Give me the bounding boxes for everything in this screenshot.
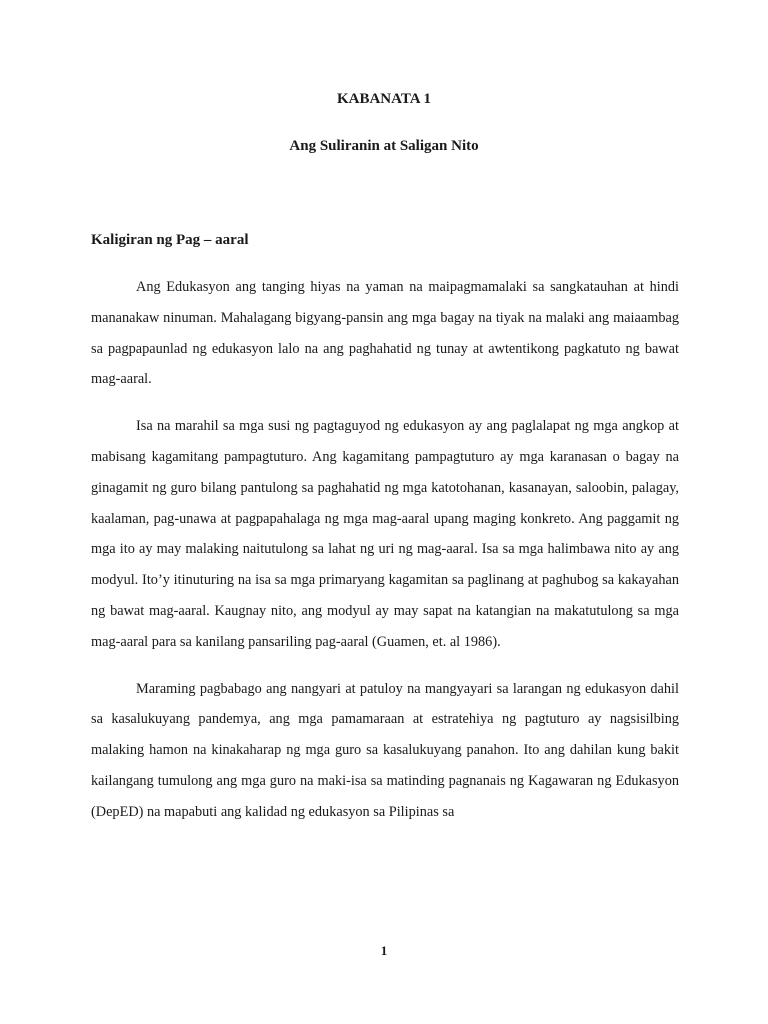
paragraph: Isa na marahil sa mga susi ng pagtaguyod ng edukasyon ay ang paglalapat ng mga angkop at mabisang kagamitang pampagtuturo. Ang kagamitang pampagtuturo ay mga karanasan o bagay na ginagamit ng guro bilang pantulong sa paghahatid ng mga katotohanan, kasanayan, saloobin, palagay, kaalaman, pag-unawa at pagpapahalaga ng mga mag-aaral upang maging konkreto. Ang paggamit ng mga ito ay may malaking naitutulong sa lahat ng uri ng mag-aaral. Isa sa mga halimbawa nito ay ang modyul. Ito’y itinuturing na isa sa mga primaryang kagamitan sa paglinang at paghubog sa kakayahan ng bawat mag-aaral. Kaugnay nito, ang modyul ay may sapat na katangian na makatutulong sa mga mag-aaral para sa kanilang pansariling pag-aaral (Guamen, et. al 1986). bbox=[91, 418, 679, 650]
section-heading: Kaligiran ng Pag – aaral bbox=[91, 232, 249, 248]
chapter-title: KABANATA 1 bbox=[336, 91, 432, 107]
paragraph: Ang Edukasyon ang tanging hiyas na yaman na maipagmamalaki sa sangkatauhan at hindi mananakaw ninuman. Mahalagang bigyang-pansin ang mga bagay na tiyak na malaki ang maiaambag sa pagpapaunlad ng edukasyon lalo na ang paghahatid ng tunay at awtentikong pagkatuto ng bawat mag-aaral. bbox=[91, 279, 679, 388]
body-text bbox=[91, 272, 679, 844]
page-number: 1 bbox=[380, 943, 388, 958]
chapter-subtitle: Ang Suliranin at Saligan Nito bbox=[289, 138, 479, 154]
paragraph: Maraming pagbabago ang nangyari at patuloy na mangyayari sa larangan ng edukasyon dahil sa kasalukuyang pandemya, ang mga pamamaraan at estratehiya ng pagtuturo ay nagsisilbing malaking hamon na kinakaharap ng mga guro sa kasalukuyang panahon. Ito ang dahilan kung bakit kailangang tumulong ang mga guro na maki-isa sa matinding pagnanais ng Kagawaran ng Edukasyon (DepED) na mapabuti ang kalidad ng edukasyon sa Pilipinas sa bbox=[91, 680, 679, 820]
